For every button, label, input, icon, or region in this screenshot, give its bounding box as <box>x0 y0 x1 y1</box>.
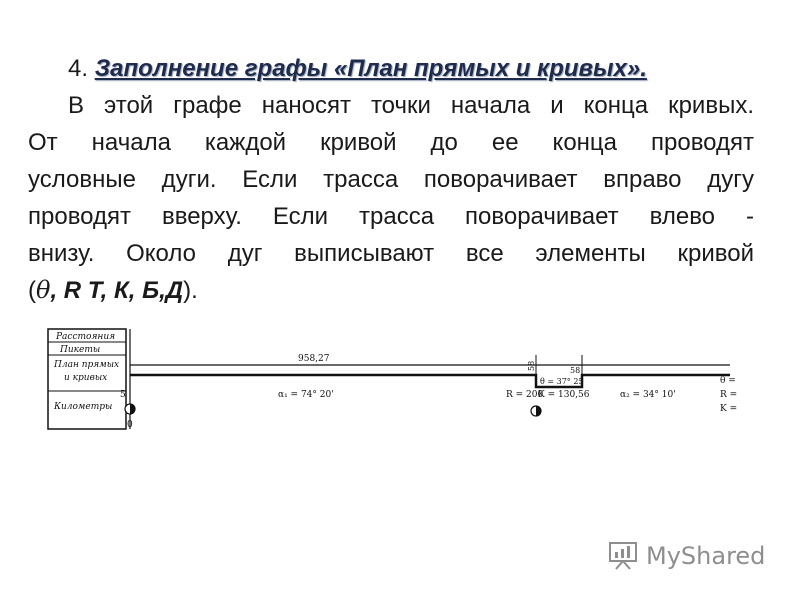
theta-label: θ = 37° 25 <box>540 377 584 386</box>
body-line-1: В этой графе наносят точки начала и конца кривых. <box>68 92 754 119</box>
watermark-text: MyShared <box>646 542 766 570</box>
body-line-2: От начала каждой кривой до ее конца проводят <box>28 129 754 156</box>
slide-heading <box>28 50 754 87</box>
alpha2-label: α₂ = 34° 10' <box>620 390 676 400</box>
k-right-label: K = <box>720 404 738 414</box>
curve-start-label: 58 <box>527 360 536 371</box>
body-line-3: условные дуги. Если трасса поворачивает вправо дугу <box>28 166 754 193</box>
r-value-label: R = 200 <box>506 390 544 400</box>
row-label-distances: Расстояния <box>56 332 116 342</box>
row-label-plan: План прямых <box>54 360 120 370</box>
params-close: ). <box>183 277 198 304</box>
r-right-label: R = <box>720 390 738 400</box>
heading-number: 4. <box>68 55 89 82</box>
body-line-6 <box>28 272 754 309</box>
small-five: 5 <box>120 390 126 400</box>
alpha1-label: α₁ = 74° 20' <box>278 390 334 400</box>
row-label-km: Километры <box>54 402 113 412</box>
presentation-board-icon <box>606 541 640 571</box>
k-value-label: K = 130,56 <box>538 390 590 400</box>
plan-diagram-svg <box>30 325 750 455</box>
params-values: , R T, К, Б,Д <box>50 277 184 304</box>
theta-symbol: θ <box>36 276 51 304</box>
slide-text <box>28 50 754 309</box>
row-label-pickets: Пикеты <box>60 345 101 355</box>
plan-diagram <box>30 325 750 455</box>
heading-title: Заполнение графы «План прямых и кривых». <box>94 55 647 82</box>
km-zero-label: 0 <box>127 420 133 430</box>
row-label-curves: и кривых <box>64 373 108 383</box>
plan-line <box>130 375 730 387</box>
myshared-watermark <box>606 536 765 576</box>
km-marker-mid <box>531 406 541 416</box>
body-line-4: проводят вверху. Если трасса поворачивает влево - <box>28 203 754 230</box>
km-marker-start <box>125 404 135 414</box>
curve-mid-label: 58 <box>570 366 581 375</box>
distance-value: 958,27 <box>298 354 330 364</box>
body-line-5: внизу. Около дуг выписывают все элементы кривой <box>28 240 754 267</box>
params-open: ( <box>28 277 36 304</box>
theta-right-label: θ = <box>720 376 736 386</box>
